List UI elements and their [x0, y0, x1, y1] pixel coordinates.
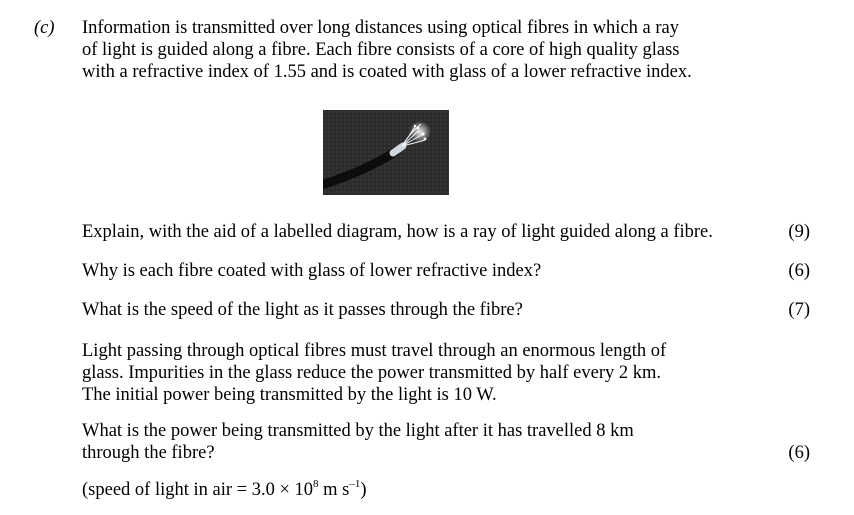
final-question-line: through the fibre? [82, 443, 215, 463]
intro-line: with a refractive index of 1.55 and is coated with glass of a lower refractive index. [82, 62, 692, 82]
paragraph-line: Light passing through optical fibres must travel through an enormous length of [82, 341, 667, 361]
context-paragraph [82, 340, 666, 406]
question-text: Why is each fibre coated with glass of lower refractive index? [82, 261, 542, 281]
intro-paragraph [82, 17, 692, 83]
marks-label: (6) [788, 443, 810, 463]
question-text: What is the speed of the light as it passes through the fibre? [82, 300, 523, 320]
final-question-line: What is the power being transmitted by the light after it has travelled 8 km [82, 421, 634, 441]
final-question [82, 420, 634, 464]
part-label: (c) [34, 18, 55, 38]
intro-line: of light is guided along a fibre. Each fibre consists of a core of high quality glass [82, 40, 680, 60]
marks-label: (7) [788, 300, 810, 320]
paragraph-line: glass. Impurities in the glass reduce the power transmitted by half every 2 km. [82, 363, 662, 383]
optical-fibre-photo [323, 110, 449, 195]
intro-line: Information is transmitted over long distances using optical fibres in which a ray [82, 18, 679, 38]
marks-label: (6) [788, 261, 810, 281]
marks-label: (9) [788, 222, 810, 242]
question-text: Explain, with the aid of a labelled diagram, how is a ray of light guided along a fibre. [82, 222, 713, 242]
speed-of-light-note: (speed of light in air = $3.0 \times 10^8$ m $s^{-1}$) [82, 478, 367, 500]
optical-fibre-illustration [323, 110, 449, 195]
paragraph-line: The initial power being transmitted by the light is 10 W. [82, 385, 497, 405]
